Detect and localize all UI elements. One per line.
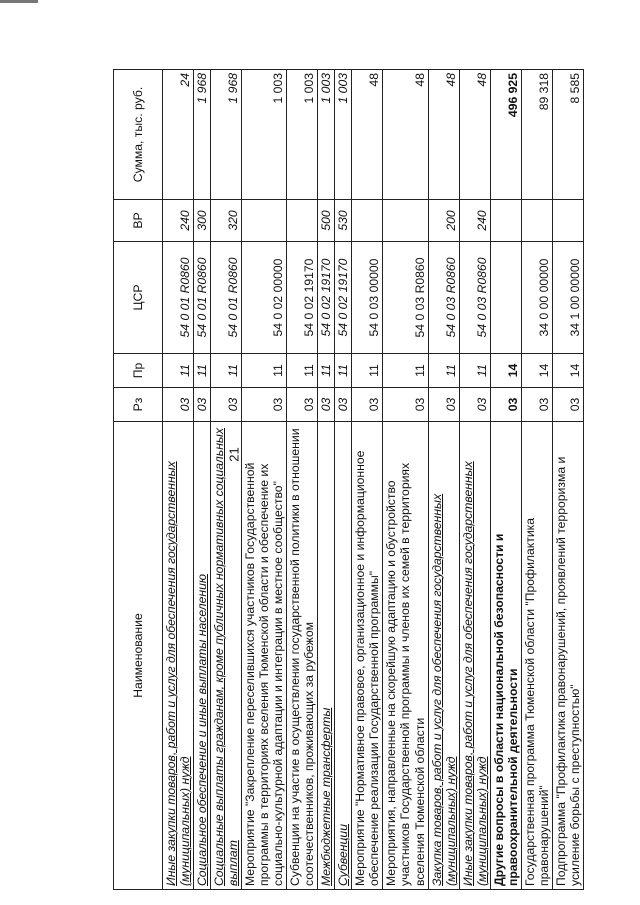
cell-csr: 34 1 00 00000	[552, 242, 583, 354]
table-row	[194, 70, 211, 890]
cell-rz: 03	[459, 388, 490, 422]
cell-csr: 54 0 03 R0860	[428, 242, 459, 354]
table-row	[211, 70, 242, 890]
cell-csr: 54 0 02 19170	[287, 242, 318, 354]
cell-pr: 11	[318, 354, 335, 388]
table-row	[428, 70, 459, 890]
table-header-row	[114, 70, 163, 890]
cell-pr: 11	[194, 354, 211, 388]
cell-csr: 34 0 00 00000	[521, 242, 552, 354]
cell-pr: 11	[428, 354, 459, 388]
cell-rz: 03	[428, 388, 459, 422]
cell-vr: 240	[459, 200, 490, 242]
cell-sum: 1 003	[242, 70, 287, 200]
table-row	[242, 70, 287, 890]
cell-name: Мероприятия, направленные на скорейшую адаптацию и обустройство участников Государственной программы и членов их семей в территориях вселения Тюменской области	[383, 422, 428, 890]
cell-name: Субвенции	[335, 422, 352, 890]
table-row	[521, 70, 552, 890]
cell-vr	[352, 200, 383, 242]
header-rz: Рз	[114, 388, 163, 422]
header-csr: ЦСР	[114, 242, 163, 354]
cell-csr: 54 0 01 R0860	[211, 242, 242, 354]
header-sum: Сумма, тыс. руб.	[114, 70, 163, 200]
budget-table-container	[113, 70, 640, 890]
cell-name: Государственная программа Тюменской области "Профилактика правонарушений"	[521, 422, 552, 890]
page-number: 21	[226, 447, 242, 462]
cell-rz: 03	[318, 388, 335, 422]
cell-vr	[287, 200, 318, 242]
table-body	[163, 70, 584, 890]
cell-vr	[552, 200, 583, 242]
cell-name: Иные закупки товаров, работ и услуг для обеспечения государственных (муниципальных) нужд	[163, 422, 194, 890]
cell-rz: 03	[383, 388, 428, 422]
table-row	[490, 70, 521, 890]
cell-rz: 03	[335, 388, 352, 422]
cell-vr: 320	[211, 200, 242, 242]
table-row	[459, 70, 490, 890]
cell-rz: 03	[194, 388, 211, 422]
cell-pr: 11	[459, 354, 490, 388]
cell-vr: 300	[194, 200, 211, 242]
cell-pr: 11	[352, 354, 383, 388]
cell-rz: 03	[287, 388, 318, 422]
table-row	[287, 70, 318, 890]
cell-sum: 1 003	[318, 70, 335, 200]
cell-vr: 530	[335, 200, 352, 242]
cell-name: Субвенции на участие в осуществлении государственной политики в отношении соотечественников, проживающих за рубежом	[287, 422, 318, 890]
cell-rz: 03	[521, 388, 552, 422]
cell-pr: 11	[163, 354, 194, 388]
cell-name: Мероприятие "Нормативное правовое, организационное и информационное обеспечение реализации Государственной программы"	[352, 422, 383, 890]
cell-pr: 11	[242, 354, 287, 388]
cell-sum: 1 003	[335, 70, 352, 200]
cell-pr: 11	[287, 354, 318, 388]
cell-rz: 03	[352, 388, 383, 422]
cell-rz: 03	[211, 388, 242, 422]
cell-pr: 14	[490, 354, 521, 388]
table-row	[383, 70, 428, 890]
budget-table-rotated	[113, 70, 640, 890]
cell-rz: 03	[163, 388, 194, 422]
cell-csr: 54 0 01 R0860	[163, 242, 194, 354]
cell-sum: 48	[459, 70, 490, 200]
cell-sum: 1 968	[194, 70, 211, 200]
cell-rz: 03	[552, 388, 583, 422]
cell-vr	[521, 200, 552, 242]
scan-edge-mark	[0, 0, 38, 3]
header-pr: Пр	[114, 354, 163, 388]
cell-name: Другие вопросы в области национальной безопасности и правоохранительной деятельности	[490, 422, 521, 890]
header-name: Наименование	[114, 422, 163, 890]
cell-vr: 240	[163, 200, 194, 242]
cell-pr: 14	[521, 354, 552, 388]
cell-csr	[490, 242, 521, 354]
cell-pr: 11	[383, 354, 428, 388]
cell-vr	[383, 200, 428, 242]
cell-name: Межбюджетные трансферты	[318, 422, 335, 890]
cell-pr: 11	[211, 354, 242, 388]
cell-csr: 54 0 02 19170	[318, 242, 335, 354]
table-row	[318, 70, 335, 890]
cell-csr: 54 0 01 R0860	[194, 242, 211, 354]
cell-sum: 1 968	[211, 70, 242, 200]
cell-sum: 48	[352, 70, 383, 200]
cell-rz: 03	[242, 388, 287, 422]
cell-sum: 8 585	[552, 70, 583, 200]
cell-pr: 14	[552, 354, 583, 388]
cell-sum: 48	[428, 70, 459, 200]
cell-sum: 496 925	[490, 70, 521, 200]
cell-sum: 48	[383, 70, 428, 200]
header-vr: ВР	[114, 200, 163, 242]
cell-name: Подпрограмма "Профилактика правонарушений, проявлений терроризма и усиление борьбы с преступностью"	[552, 422, 583, 890]
budget-table	[113, 69, 584, 890]
cell-pr: 11	[335, 354, 352, 388]
cell-csr: 54 0 03 R0860	[383, 242, 428, 354]
cell-csr: 54 0 03 R0860	[459, 242, 490, 354]
cell-vr	[242, 200, 287, 242]
cell-name: Закупка товаров, работ и услуг для обеспечения государственных (муниципальных) нужд	[428, 422, 459, 890]
cell-name: Социальное обеспечение и иные выплаты населению	[194, 422, 211, 890]
table-row	[552, 70, 583, 890]
cell-name: Социальные выплаты гражданам, кроме публичных нормативных социальных выплат	[211, 422, 242, 890]
cell-vr: 500	[318, 200, 335, 242]
cell-name: Мероприятие "Закрепление переселившихся участников Государственной программы в территориях вселения Тюменской области и обеспечение их социально-культурной адаптации и интеграции в местное сообщество"	[242, 422, 287, 890]
cell-name: Иные закупки товаров, работ и услуг для обеспечения государственных (муниципальных) нужд	[459, 422, 490, 890]
cell-sum: 1 003	[287, 70, 318, 200]
table-row	[352, 70, 383, 890]
cell-sum: 89 318	[521, 70, 552, 200]
table-row	[335, 70, 352, 890]
cell-vr	[490, 200, 521, 242]
table-row	[163, 70, 194, 890]
cell-vr: 200	[428, 200, 459, 242]
cell-csr: 54 0 02 00000	[242, 242, 287, 354]
cell-sum: 24	[163, 70, 194, 200]
cell-csr: 54 0 03 00000	[352, 242, 383, 354]
cell-rz: 03	[490, 388, 521, 422]
cell-csr: 54 0 02 19170	[335, 242, 352, 354]
